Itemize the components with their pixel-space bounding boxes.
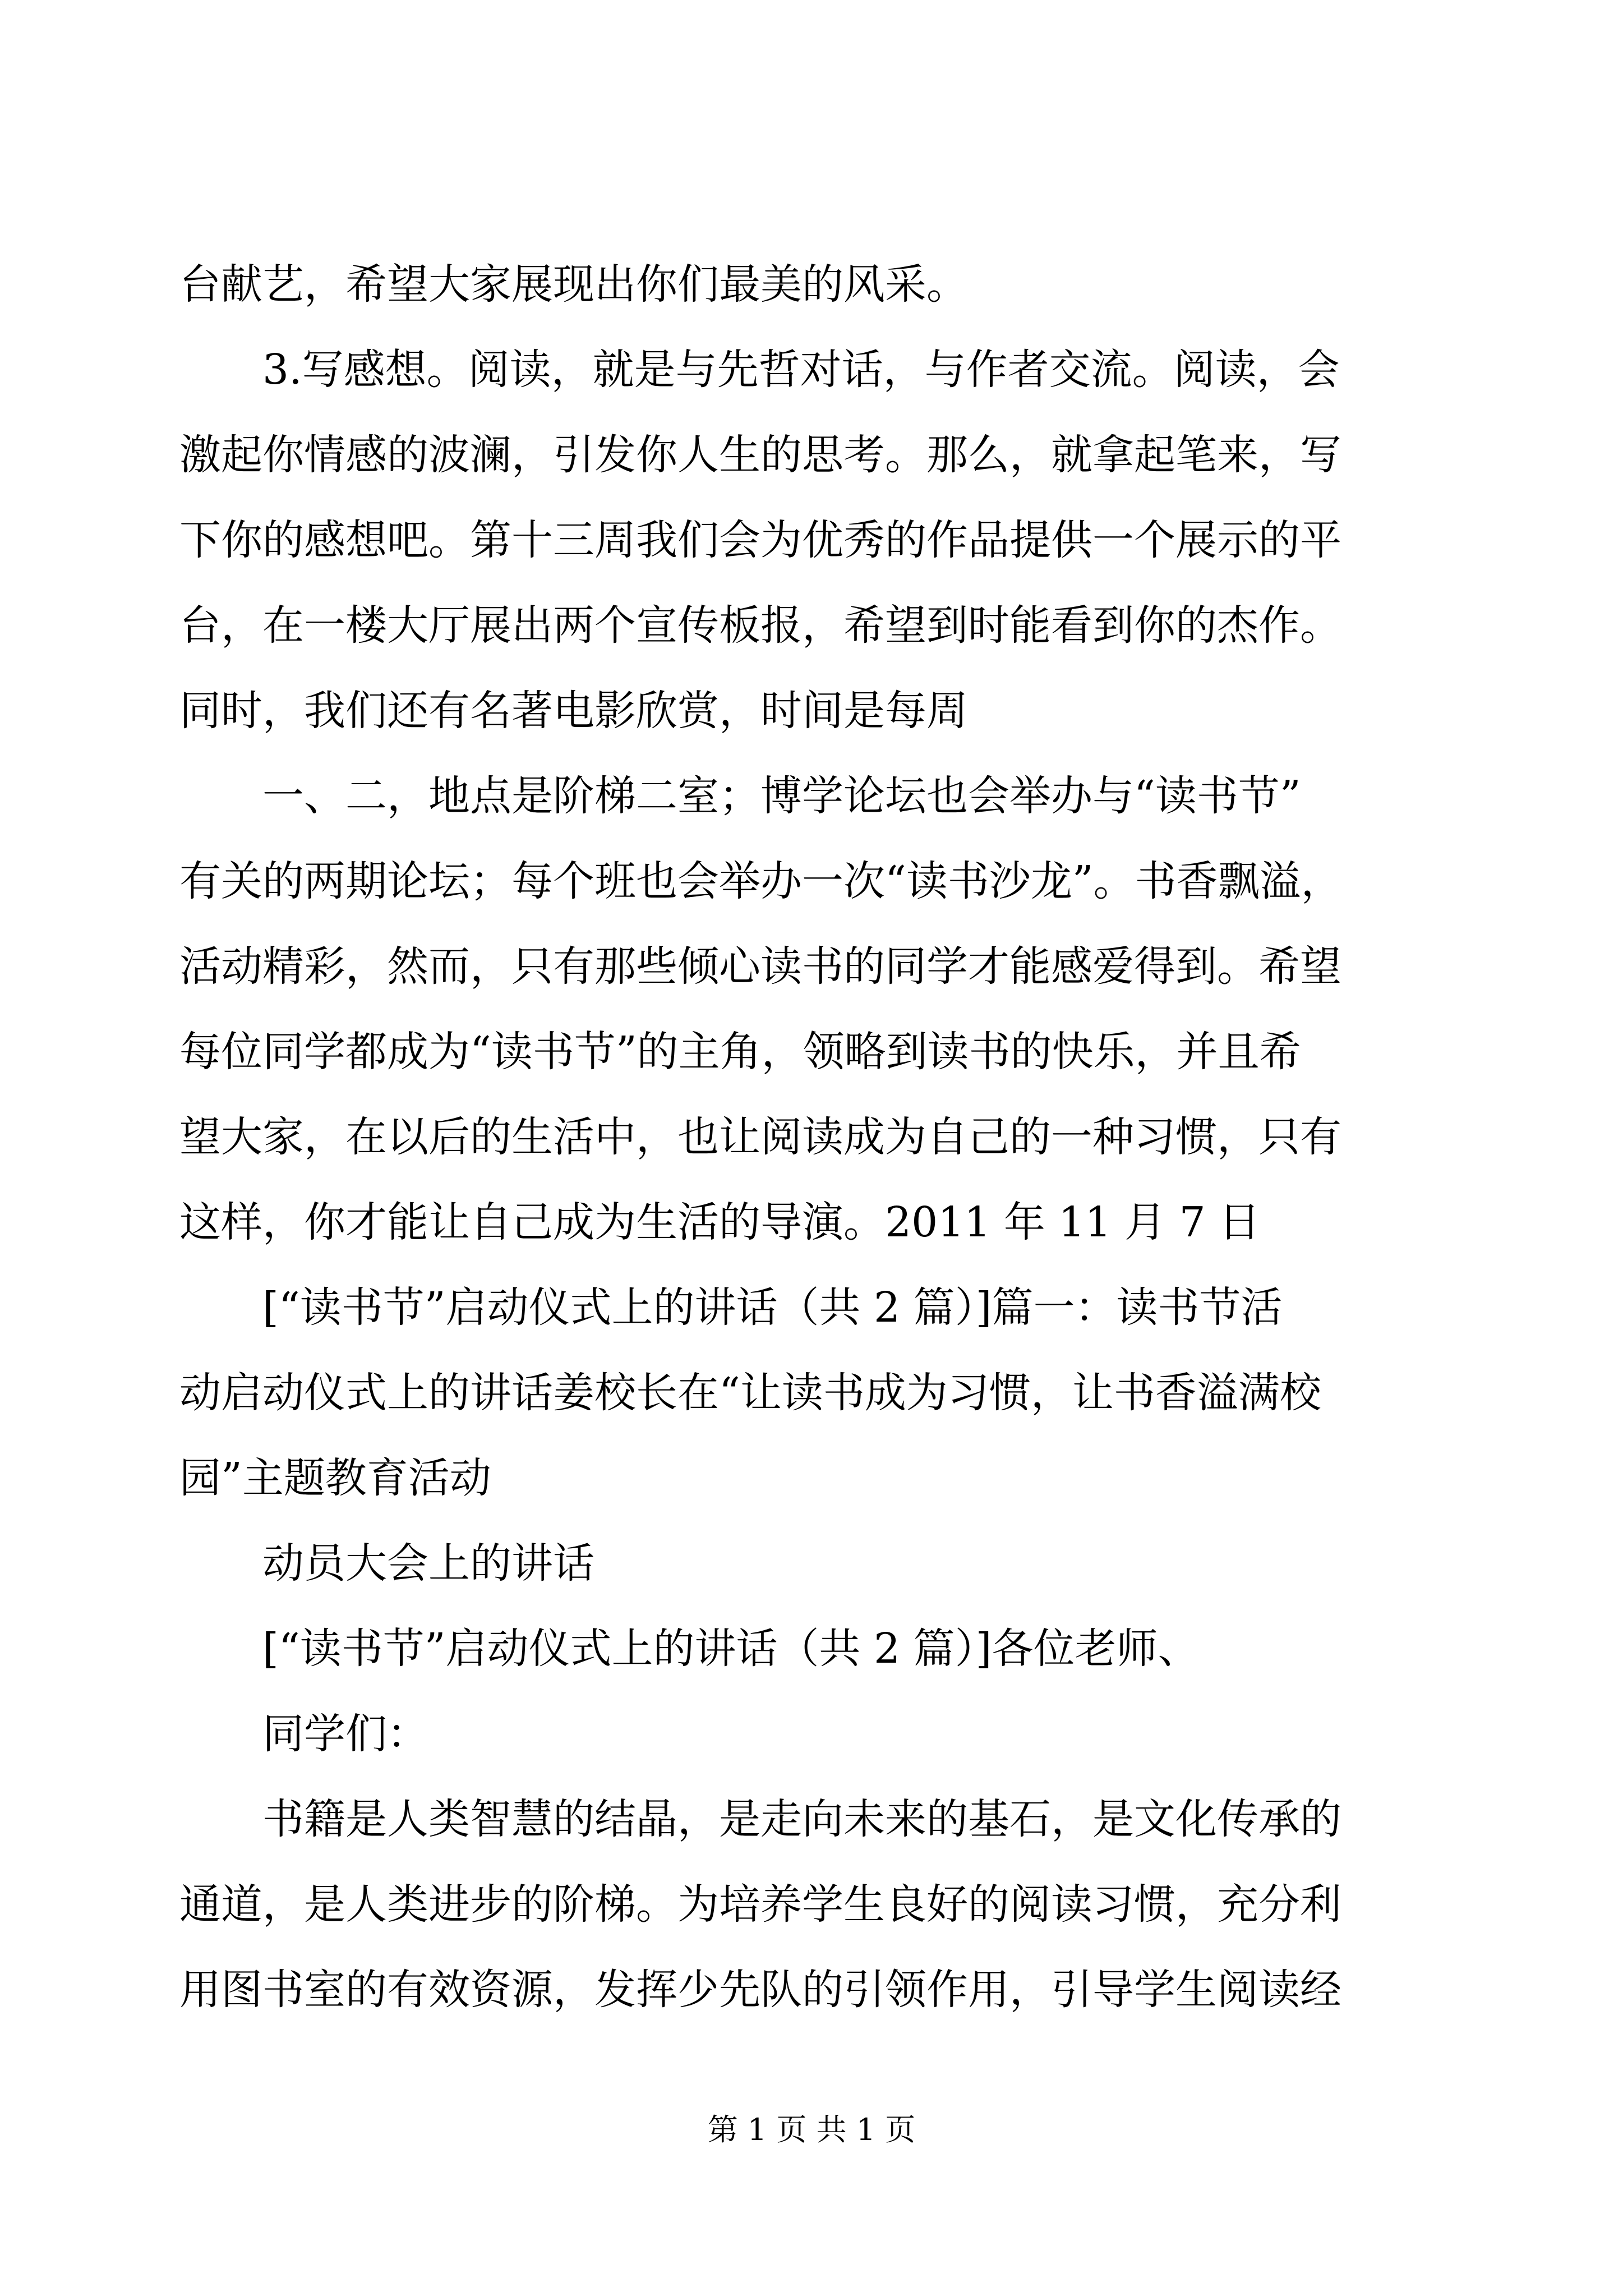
text-line-2: 3.写感想。阅读，就是与先哲对话，与作者交流。阅读，会 <box>262 346 1340 394</box>
text-line-11: 望大家，在以后的生活中，也让阅读成为自己的一种习惯，只有 <box>179 1113 1341 1161</box>
text-line-12: 这样，你才能让自己成为生活的导演。2011 年 11 月 7 日 <box>179 1198 1261 1246</box>
text-line-5: 台，在一楼大厅展出两个宣传板报，希望到时能看到你的杰作。 <box>179 601 1341 650</box>
page-number-footer: 第 1 页 共 1 页 <box>707 2112 916 2147</box>
text-line-7: 一、二，地点是阶梯二室；博学论坛也会举办与“读书节” <box>262 772 1301 820</box>
text-line-6: 同时，我们还有名著电影欣赏，时间是每周 <box>179 687 968 735</box>
text-line-3: 激起你情感的波澜，引发你人生的思考。那么，就拿起笔来，写 <box>179 431 1341 479</box>
text-line-21: 用图书室的有效资源，发挥少先队的引领作用，引导学生阅读经 <box>179 1966 1341 2014</box>
document-body <box>179 260 1441 2054</box>
text-line-8: 有关的两期论坛；每个班也会举办一次“读书沙龙”。书香飘溢， <box>179 857 1343 905</box>
text-line-16: 动员大会上的讲话 <box>262 1539 594 1588</box>
text-line-4: 下你的感想吧。第十三周我们会为优秀的作品提供一个展示的平 <box>179 516 1341 564</box>
text-line-17: [“读书节”启动仪式上的讲话（共 2 篇）]各位老师、 <box>262 1625 1200 1673</box>
text-line-15: 园”主题教育活动 <box>179 1454 491 1502</box>
text-line-10: 每位同学都成为“读书节”的主角，领略到读书的快乐，并且希 <box>179 1028 1301 1076</box>
text-line-20: 通道，是人类进步的阶梯。为培养学生良好的阅读习惯，充分利 <box>179 1880 1341 1929</box>
text-line-9: 活动精彩，然而，只有那些倾心读书的同学才能感爱得到。希望 <box>179 942 1341 991</box>
text-line-13: [“读书节”启动仪式上的讲话（共 2 篇）]篇一：读书节活 <box>262 1283 1283 1332</box>
text-line-18: 同学们： <box>262 1710 428 1758</box>
text-line-1: 台献艺，希望大家展现出你们最美的风采。 <box>179 260 968 309</box>
text-line-14: 动启动仪式上的讲话姜校长在“让读书成为习惯，让书香溢满校 <box>179 1369 1321 1417</box>
text-line-19: 书籍是人类智慧的结晶，是走向未来的基石，是文化传承的 <box>262 1795 1341 1843</box>
